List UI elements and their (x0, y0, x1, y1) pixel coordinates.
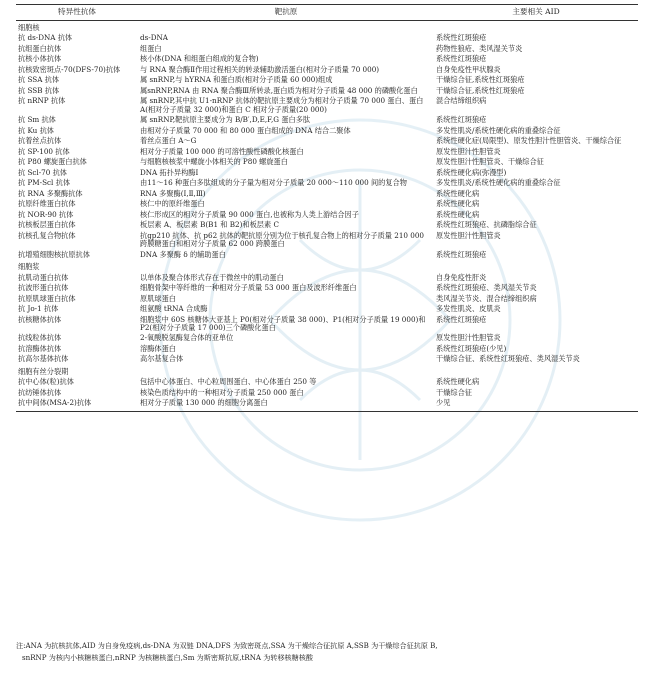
aid-cell: 原发性胆汁性胆管炎、干燥综合征 (436, 157, 544, 167)
table-row (16, 220, 638, 230)
antibody-table (16, 4, 638, 412)
table-row (16, 75, 638, 85)
antigen-cell (138, 20, 434, 33)
aid-cell: 原发性胆汁性胆管炎 (436, 146, 501, 156)
antigen-cell: 包括中心体蛋白、中心粒周围蛋白、中心体蛋白 250 等 (140, 377, 317, 387)
header-target-antigen: 靶抗原 (138, 5, 434, 21)
section-row (16, 260, 638, 272)
table-body (16, 20, 638, 411)
aid-cell: 多发性肌炎/系统性硬化病的重叠综合征 (436, 125, 561, 135)
table-row (16, 315, 638, 334)
table-row (16, 147, 638, 157)
aid-cell: 系统性红斑狼疮 (436, 314, 487, 324)
table-row (16, 333, 638, 343)
antibody-cell: 抗原纤维蛋白抗体 (18, 199, 76, 209)
antigen-cell: 核染色质结构中的一种相对分子质量 250 000 蛋白 (140, 387, 304, 397)
aid-cell: 系统性红斑狼疮、类风湿关节炎 (436, 283, 537, 293)
antibody-cell: 抗 nRNP 抗体 (18, 96, 66, 106)
antibody-cell: 抗高尔基体抗体 (18, 354, 69, 364)
header-antibody: 特异性抗体 (16, 5, 138, 21)
aid-cell: 干燥综合征 (436, 387, 472, 397)
antigen-cell: 核小体(DNA 和组蛋白组成的复合物) (140, 54, 259, 64)
aid-cell: 原发性胆汁性胆管炎 (436, 230, 501, 240)
antibody-cell: 抗核板层蛋白抗体 (18, 220, 76, 230)
aid-cell: 系统性红斑狼疮 (436, 249, 487, 259)
aid-cell (434, 20, 638, 33)
antigen-cell: 属 snRNP,与 hYRNA 和蛋白质(相对分子质量 60 000)组成 (140, 75, 333, 85)
antigen-cell: RNA 多聚酶(Ⅰ,Ⅱ,Ⅲ) (140, 188, 206, 198)
table-row (16, 199, 638, 209)
antigen-cell (138, 260, 434, 272)
aid-cell: 原发性胆汁性胆管炎 (436, 333, 501, 343)
antibody-cell: 抗 Jo-1 抗体 (18, 304, 59, 314)
antibody-cell: 抗溶酶体抗体 (18, 343, 62, 353)
antigen-cell: DNA 拓扑异构酶Ⅰ (140, 167, 199, 177)
antibody-cell: 抗中间体(MSA-2)抗体 (16, 398, 138, 411)
table-row (16, 304, 638, 314)
antigen-cell: 属snRNP,RNA 由 RNA 聚合酶Ⅲ所转录,蛋白质为相对分子质量 48 000 的磷酸化蛋白 (140, 85, 418, 95)
antibody-cell: 抗核致密斑点-70(DFS-70)抗体 (18, 64, 121, 74)
aid-cell (434, 260, 638, 272)
table-row (16, 189, 638, 199)
antigen-cell: 组蛋白 (140, 43, 162, 53)
antigen-cell: ds-DNA (140, 33, 168, 43)
antigen-cell: 组氨酸 tRNA 合成酶 (140, 304, 208, 314)
antibody-cell: 抗核小体抗体 (18, 54, 62, 64)
antibody-cell: 抗组蛋白抗体 (18, 43, 62, 53)
aid-cell: 干燥综合征,系统性红斑狼疮 (436, 85, 525, 95)
aid-cell: 系统性硬化病(弥漫型) (436, 167, 507, 177)
antibody-cell: 抗 PM-Scl 抗体 (18, 178, 71, 188)
table-row (16, 294, 638, 304)
table-row (16, 126, 638, 136)
antigen-cell: 细胞骨架中等纤维的一种相对分子质量 53 000 蛋白及波形纤维蛋白 (140, 283, 357, 293)
antibody-cell: 抗原肌球蛋白抗体 (18, 293, 76, 303)
antigen-cell: 核仁形成区的相对分子质量 90 000 蛋白,也被称为人类上游结合因子 (140, 209, 359, 219)
antigen-cell: 相对分子质量 100 000 的可溶性酸性磷酸化核蛋白 (140, 146, 304, 156)
antigen-cell: 着丝点蛋白 A～G (140, 136, 197, 146)
antibody-cell: 细胞有丝分裂期 (18, 366, 69, 376)
table-row (16, 398, 638, 411)
aid-cell: 系统性红斑狼疮 (436, 54, 487, 64)
header-related-aid: 主要相关 AID (434, 5, 638, 21)
table-row (16, 136, 638, 146)
antigen-cell: 抗gp210 抗体、抗 p62 抗体的靶抗原分别为位于核孔复合物上的相对分子质量 210 000 跨膜糖蛋白和相对分子质量 62 000 跨膜蛋白 (140, 230, 424, 249)
antigen-cell: 核仁中的原纤维蛋白 (140, 199, 205, 209)
table-row (16, 273, 638, 283)
table-row (16, 65, 638, 75)
aid-cell: 少见 (434, 398, 638, 411)
antibody-cell: 抗肌动蛋白抗体 (18, 272, 69, 282)
aid-cell: 多发性肌炎、皮肌炎 (436, 304, 501, 314)
antibody-cell: 抗 SP-100 抗体 (18, 146, 70, 156)
antigen-cell: 高尔基复合体 (140, 354, 184, 364)
antibody-cell: 抗 RNA 多聚酶抗体 (18, 188, 83, 198)
antibody-cell: 抗 P80 螺旋蛋白抗体 (18, 157, 87, 167)
aid-cell: 系统性红斑狼疮、抗磷脂综合征 (436, 220, 537, 230)
aid-cell: 多发性肌炎/系统性硬化病的重叠综合征 (436, 178, 561, 188)
table-row (16, 388, 638, 398)
antibody-cell: 抗核糖体抗体 (18, 314, 62, 324)
aid-cell: 干燥综合征、系统性红斑狼疮、类风湿关节炎 (436, 354, 580, 364)
antibody-cell: 抗核孔复合物抗体 (18, 230, 76, 240)
antigen-cell: 以单体及聚合体形式存在于微丝中的肌动蛋白 (140, 272, 284, 282)
aid-cell: 系统性硬化病 (436, 209, 480, 219)
table-row (16, 115, 638, 125)
antibody-cell: 抗 Sm 抗体 (18, 115, 56, 125)
table-row (16, 54, 638, 64)
antigen-cell (138, 365, 434, 377)
table-row (16, 44, 638, 54)
aid-cell: 系统性硬化病 (436, 188, 480, 198)
antibody-cell: 抗 Ku 抗体 (18, 125, 54, 135)
table-note (16, 640, 632, 665)
aid-cell: 干燥综合征,系统性红斑狼疮 (436, 75, 525, 85)
aid-cell: 系统性红斑狼疮 (436, 33, 487, 43)
antibody-cell: 抗增殖细胞核抗原抗体 (18, 249, 90, 259)
antigen-cell: 溶酶体蛋白 (140, 343, 176, 353)
aid-cell: 系统性红斑狼疮 (436, 115, 487, 125)
antibody-cell: 细胞浆 (18, 262, 40, 272)
table-row (16, 250, 638, 260)
antigen-cell: 原肌球蛋白 (140, 293, 176, 303)
table-row (16, 377, 638, 387)
aid-cell: 系统性硬化病 (436, 199, 480, 209)
antigen-cell: 由相对分子质量 70 000 和 80 000 蛋白组成的 DNA 结合二聚体 (140, 125, 351, 135)
antibody-cell: 细胞核 (18, 22, 40, 32)
antigen-cell: DNA 多聚酶 δ 的辅助蛋白 (140, 249, 226, 259)
antibody-cell: 抗 SSA 抗体 (18, 75, 60, 85)
section-row (16, 365, 638, 377)
aid-cell: 混合结缔组织病 (436, 96, 487, 106)
table-row (16, 168, 638, 178)
antigen-cell: 2-氧酸脱氢酶复合体的亚单位 (140, 333, 234, 343)
section-row (16, 20, 638, 33)
table-row (16, 96, 638, 115)
antigen-cell: 与 RNA 聚合酶Ⅱ作用过程相关的转录辅助激活蛋白(相对分子质量 70 000) (140, 64, 380, 74)
aid-cell: 系统性红斑狼疮(少见) (436, 343, 507, 353)
antibody-cell: 抗 ds-DNA 抗体 (18, 33, 73, 43)
aid-cell: 自身免疫性肝炎 (436, 272, 487, 282)
antigen-cell: 相对分子质量 130 000 的细胞分离蛋白 (138, 398, 434, 411)
antigen-cell: 属 snRNP,靶抗原主要成分为 B/B′,D,E,F,G 蛋白多肽 (140, 115, 311, 125)
table-row (16, 344, 638, 354)
antibody-cell: 抗中心体(粒)抗体 (18, 377, 74, 387)
antigen-cell: 由11～16 种蛋白多肽组成的分子量为相对分子质量 20 000～110 000 间的复合物 (140, 178, 407, 188)
antigen-cell: 细胞浆中 60S 核糖体大亚基上 P0(相对分子质量 38 000)、P1(相对分子质量 19 000)和 P2(相对分子质量 17 000)三个磷酸化蛋白 (140, 314, 426, 332)
table-row (16, 210, 638, 220)
table-header (16, 5, 638, 21)
aid-cell: 药物性狼疮、类风湿关节炎 (436, 43, 523, 53)
antigen-cell: 与细胞核核浆中螺旋小体相关的 P80 螺旋蛋白 (140, 157, 288, 167)
table-row (16, 178, 638, 188)
table-row (16, 354, 638, 364)
note-line-1: 注:ANA 为抗核抗体,AID 为自身免疫病,ds-DNA 为双链 DNA,DFS 为致密斑点,SSA 为干燥综合征抗原 A,SSB 为干燥综合征抗原 B, (16, 641, 438, 650)
aid-cell: 自身免疫性甲状腺炎 (436, 64, 501, 74)
antibody-cell: 抗波形蛋白抗体 (18, 283, 69, 293)
table-row (16, 231, 638, 250)
aid-cell: 系统性硬化病 (436, 377, 480, 387)
antibody-cell: 抗纺锤体抗体 (18, 387, 62, 397)
antigen-cell: 属 snRNP,其中抗 U1-nRNP 抗体的靶抗原主要成分为相对分子质量 70 000 蛋白、蛋白 A(相对分子质量 32 000)和蛋白 C 相对分子质量(20 000) (140, 96, 424, 114)
note-line-2: snRNP 为核内小核糖核蛋白,nRNP 为核糖核蛋白,Sm 为斯密斯抗原,tRNA 为转移核糖核酸 (22, 653, 313, 663)
antibody-cell: 抗着丝点抗体 (18, 136, 62, 146)
table-row (16, 33, 638, 43)
antibody-cell: 抗 SSB 抗体 (18, 85, 60, 95)
antibody-cell: 抗线粒体抗体 (18, 333, 62, 343)
aid-cell: 系统性硬化症(局限型)、原发性胆汁性胆管炎、干燥综合征 (436, 136, 622, 146)
table-row (16, 283, 638, 293)
antibody-cell: 抗 Scl-70 抗体 (18, 167, 67, 177)
aid-cell: 类风湿关节炎、混合结缔组织病 (436, 293, 537, 303)
antigen-cell: 板层素 A、板层素 B(B1 和 B2)和板层素 C (140, 220, 279, 230)
table-row (16, 157, 638, 167)
antibody-cell: 抗 NOR-90 抗体 (18, 209, 74, 219)
aid-cell (434, 365, 638, 377)
table-row (16, 86, 638, 96)
